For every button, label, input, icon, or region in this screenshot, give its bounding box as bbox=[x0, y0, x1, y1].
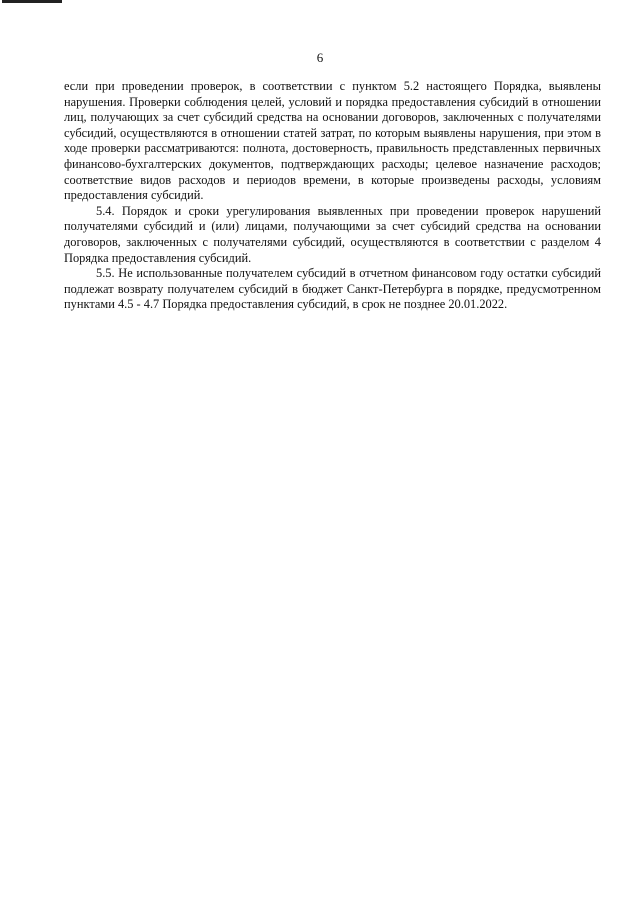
page-number: 6 bbox=[316, 50, 324, 65]
paragraph-5-5: 5.5. Не использованные получателем субсидий в отчетном финансовом году остатки субсидий подлежат возврату получателем субсидий в бюджет Санкт-Петербурга в порядке, предусмотренном пунктами 4.5 - 4.7 Порядка предоставления субсидий, в срок не позднее 20.01.2022. bbox=[64, 266, 601, 312]
document-body bbox=[64, 79, 601, 313]
scan-edge-mark bbox=[2, 0, 62, 3]
paragraph-continuation: если при проведении проверок, в соответствии с пунктом 5.2 настоящего Порядка, выявлены нарушения. Проверки соблюдения целей, условий и порядка предоставления субсидий в отношении лиц, получающих за счет субсидий средства на основании договоров, заключенных с получателями субсидий, осуществляются в отношении статей затрат, по которым выявлены нарушения, при этом в ходе проверки рассматриваются: полнота, достоверность, правильность представленных первичных финансово-бухгалтерских документов, подтверждающих расходы; целевое назначение расходов; соответствие видов расходов и периодов времени, в которые произведены расходы, условиям предоставления субсидий. bbox=[64, 79, 601, 203]
paragraph-5-4: 5.4. Порядок и сроки урегулирования выявленных при проведении проверок нарушений получателями субсидий и (или) лицами, получающими за счет субсидий средства на основании договоров, заключенных с получателями субсидий, осуществляются в соответствии с разделом 4 Порядка предоставления субсидий. bbox=[64, 203, 601, 265]
